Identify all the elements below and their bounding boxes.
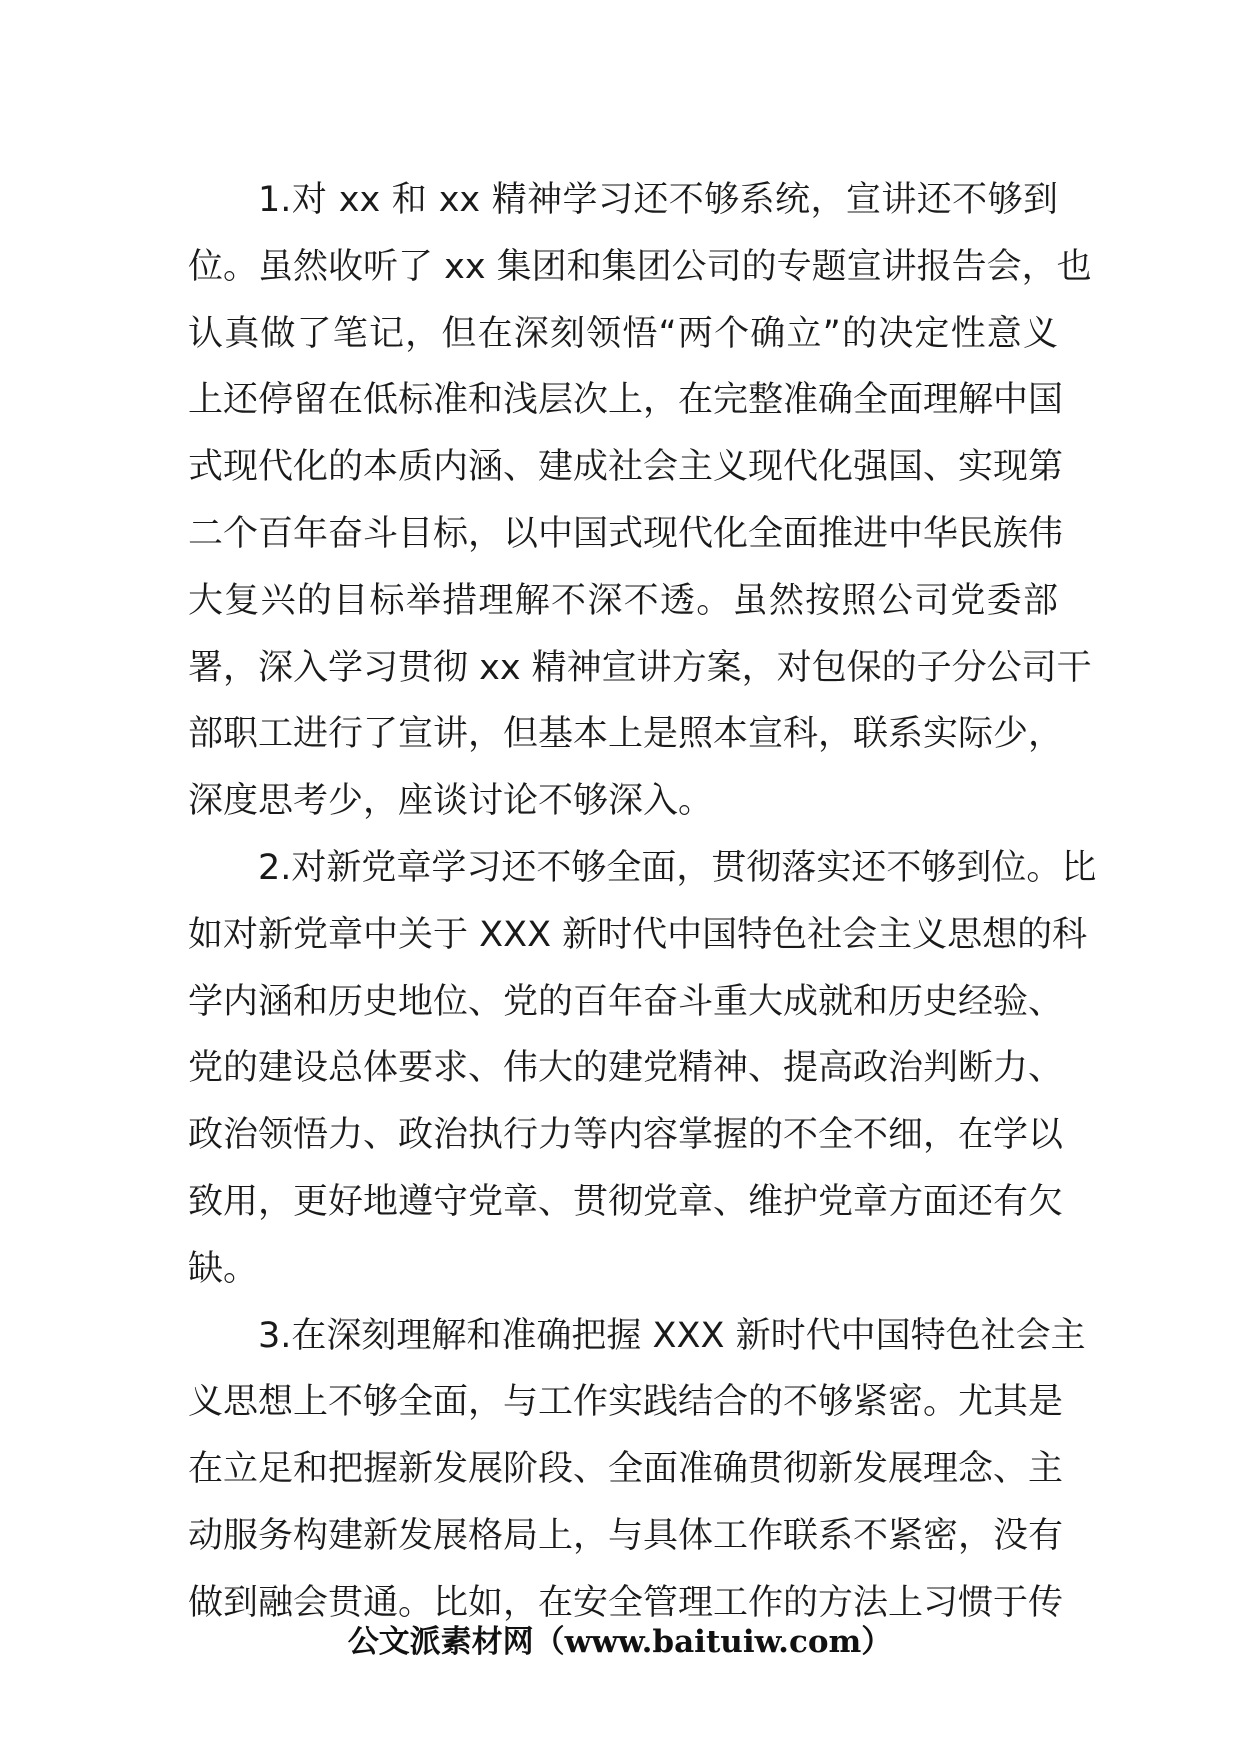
paragraph-2 bbox=[188, 835, 1097, 1303]
text-line: 署，深入学习贯彻 xx 精神宣讲方案，对包保的子分公司干 bbox=[188, 647, 1092, 688]
text-line: 上还停留在低标准和浅层次上，在完整准确全面理解中国 bbox=[188, 380, 1064, 421]
text-line: 义思想上不够全面，与工作实践结合的不够紧密。尤其是 bbox=[188, 1382, 1064, 1423]
text-line: 位。虽然收听了 xx 集团和集团公司的专题宣讲报告会，也 bbox=[188, 246, 1092, 287]
text-line: 如对新党章中关于 XXX 新时代中国特色社会主义思想的科 bbox=[188, 914, 1088, 955]
text-line: 党的建设总体要求、伟大的建党精神、提高政治判断力、 bbox=[188, 1048, 1064, 1089]
text-line: 学内涵和历史地位、党的百年奋斗重大成就和历史经验、 bbox=[188, 981, 1064, 1022]
document-body bbox=[188, 167, 1097, 1637]
text-line: 动服务构建新发展格局上，与具体工作联系不紧密，没有 bbox=[188, 1515, 1064, 1556]
paragraph-1 bbox=[188, 167, 1092, 835]
text-line: 认真做了笔记，但在深刻领悟“两个确立”的决定性意义 bbox=[188, 313, 1058, 354]
text-line: 部职工进行了宣讲，但基本上是照本宣科，联系实际少， bbox=[188, 714, 1064, 755]
text-line: 1.对 xx 和 xx 精神学习还不够系统，宣讲还不够到 bbox=[258, 180, 1058, 220]
text-line: 3.在深刻理解和准确把握 XXX 新时代中国特色社会主 bbox=[258, 1315, 1086, 1356]
text-line: 在立足和把握新发展阶段、全面准确贯彻新发展理念、主 bbox=[188, 1449, 1064, 1490]
text-line: 式现代化的本质内涵、建成社会主义现代化强国、实现第 bbox=[188, 447, 1064, 488]
text-line: 大复兴的目标举措理解不深不透。虽然按照公司党委部 bbox=[188, 580, 1058, 621]
text-line: 2.对新党章学习还不够全面，贯彻落实还不够到位。比 bbox=[258, 847, 1097, 888]
text-line: 政治领悟力、政治执行力等内容掌握的不全不细，在学以 bbox=[188, 1115, 1064, 1156]
paragraph-3 bbox=[188, 1303, 1086, 1637]
text-line: 缺。 bbox=[188, 1248, 259, 1289]
page-footer-watermark: 公文派素材网（www.baituiw.com） bbox=[347, 1624, 893, 1660]
text-line: 致用，更好地遵守党章、贯彻党章、维护党章方面还有欠 bbox=[188, 1181, 1064, 1222]
text-line: 深度思考少，座谈讨论不够深入。 bbox=[188, 781, 714, 822]
text-line: 做到融会贯通。比如，在安全管理工作的方法上习惯于传 bbox=[188, 1582, 1064, 1623]
text-line: 二个百年奋斗目标，以中国式现代化全面推进中华民族伟 bbox=[188, 513, 1064, 554]
